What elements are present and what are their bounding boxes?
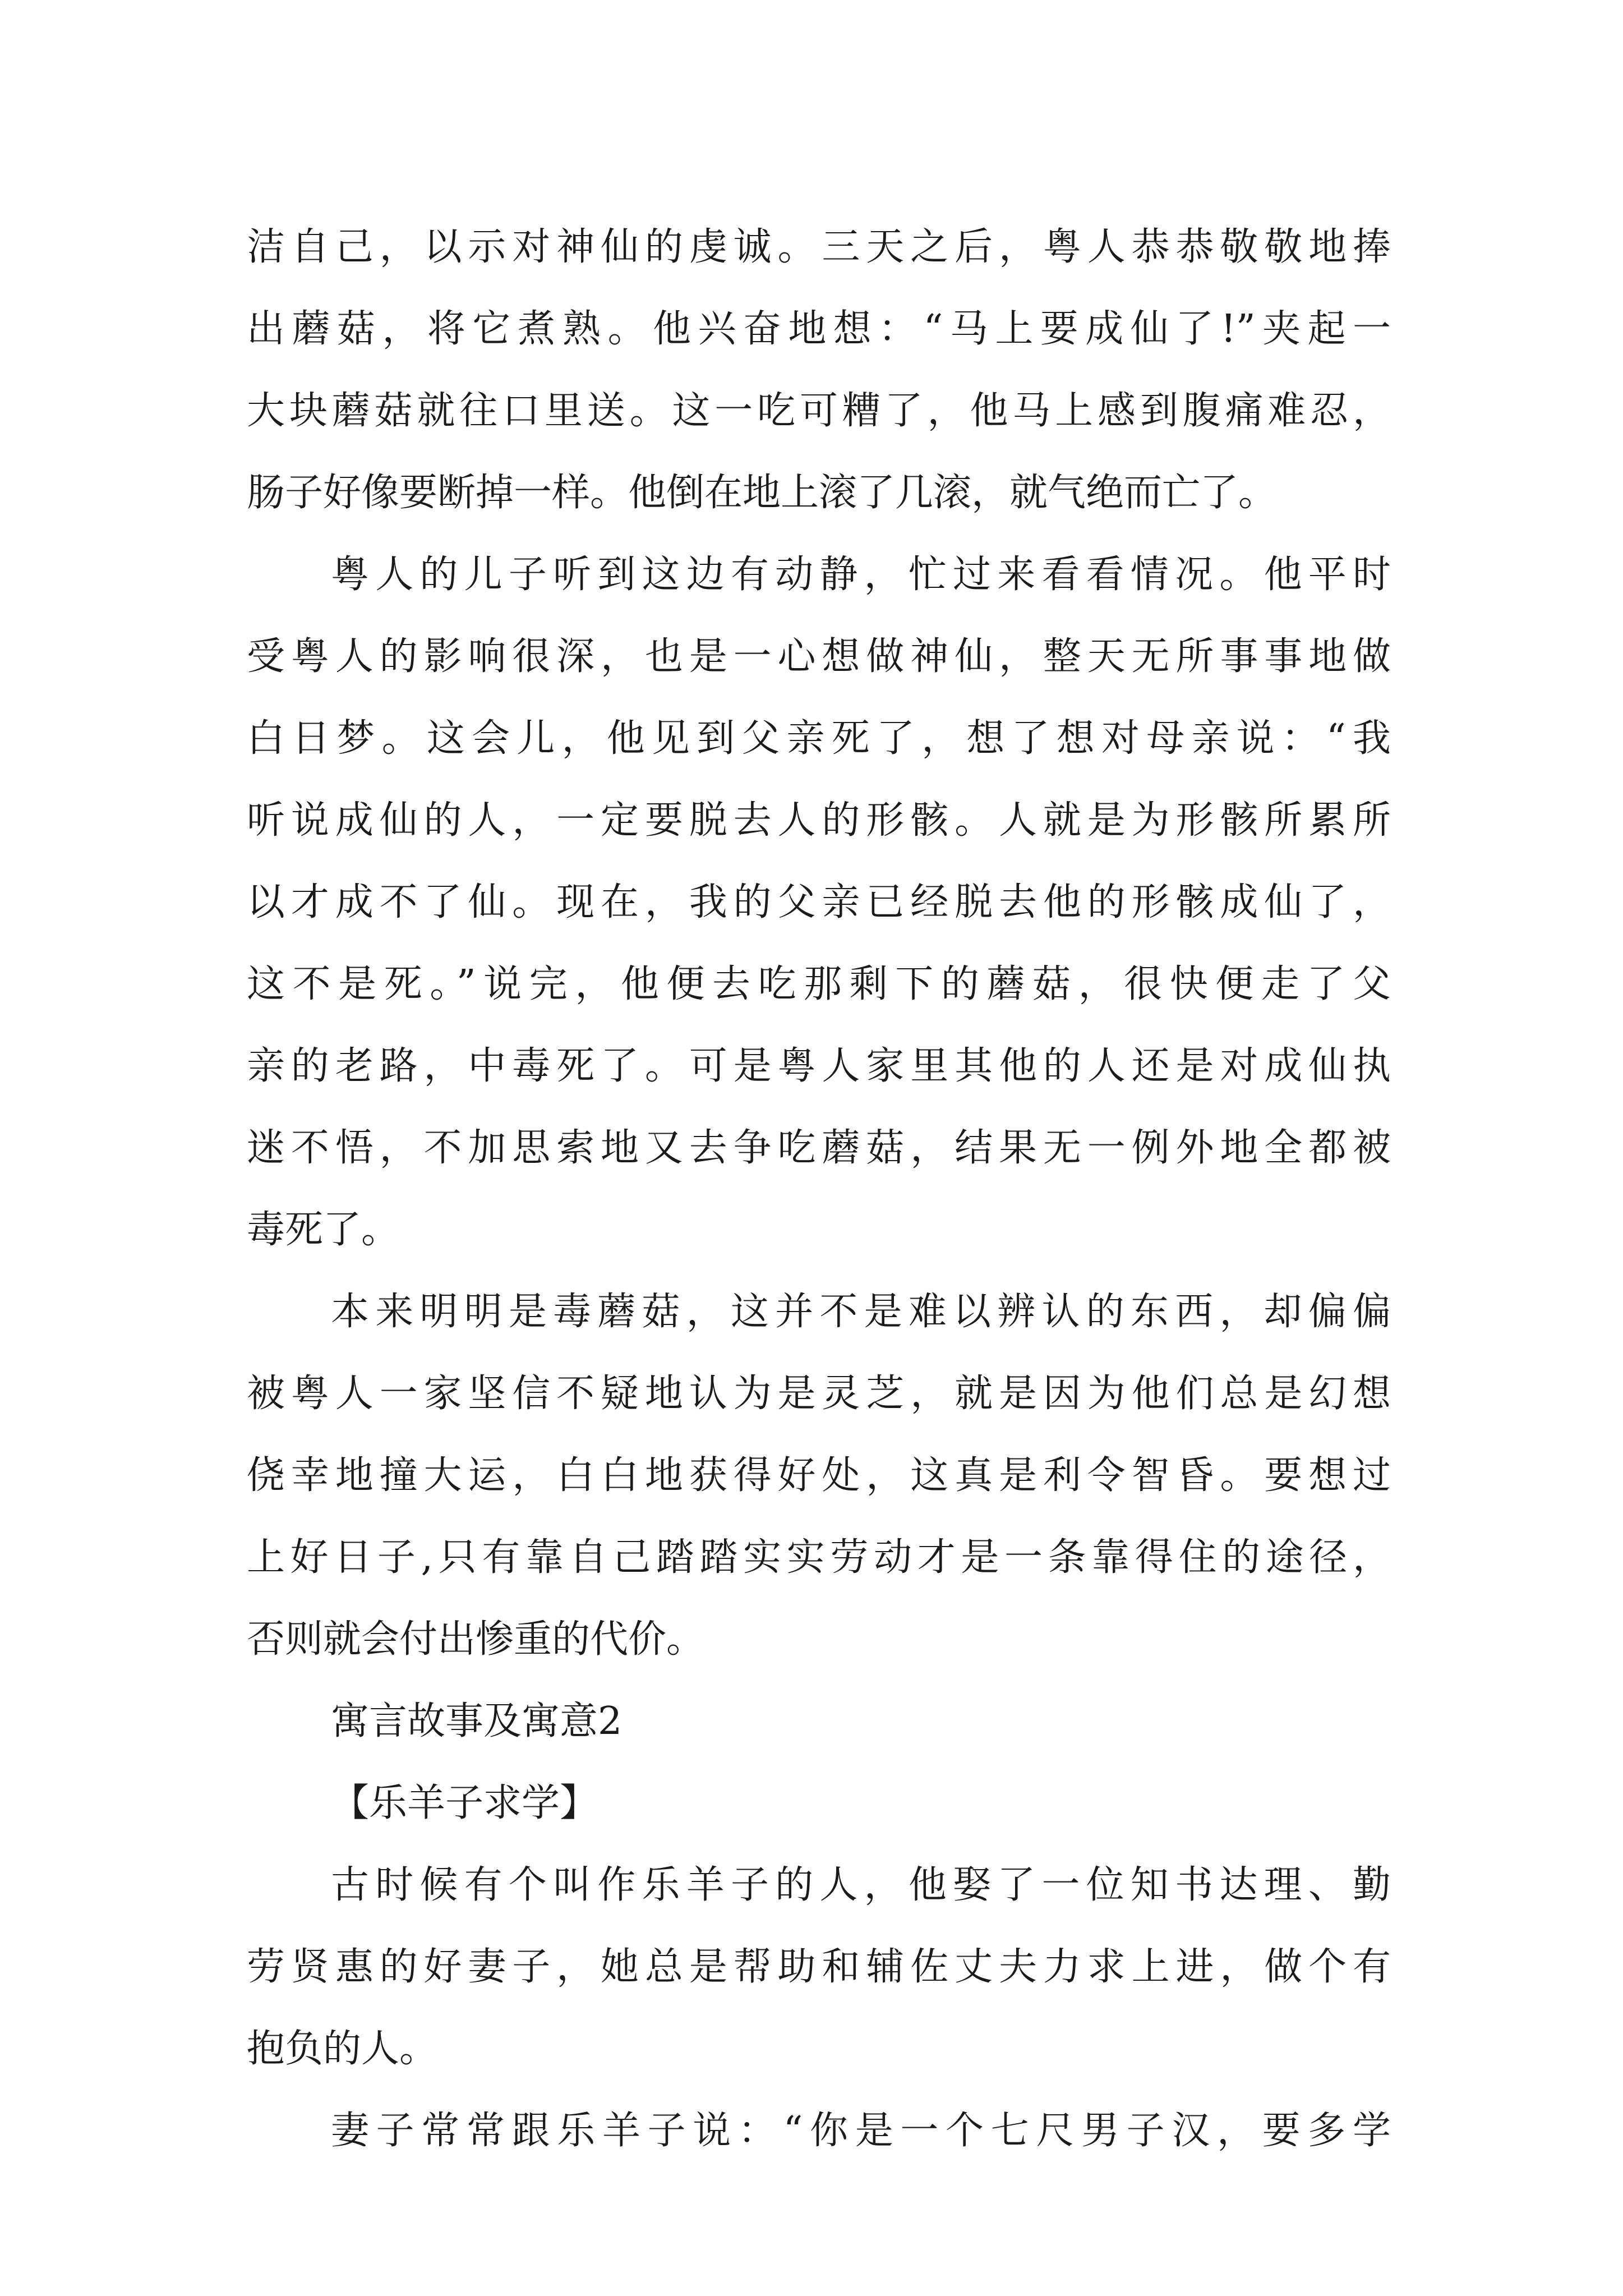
text-line: 肠子好像要断掉一样。他倒在地上滚了几滚，就气绝而亡了。: [247, 471, 1277, 515]
text-line: 被粤人一家坚信不疑地认为是灵芝，就是因为他们总是幻想: [247, 1372, 1391, 1416]
text-line: 大块蘑菇就往口里送。这一吃可糟了，他马上感到腹痛难忍，: [247, 389, 1391, 433]
paragraph: [247, 1844, 1391, 2090]
text-line: 出蘑菇，将它煮熟。他兴奋地想：“马上要成仙了!”夹起一: [247, 307, 1391, 351]
paragraph: [247, 2090, 1391, 2172]
story-title-text: 【乐羊子求学】: [331, 1781, 598, 1825]
text-line: 侥幸地撞大运，白白地获得好处，这真是利令智昏。要想过: [247, 1453, 1391, 1498]
text-line: 本来明明是毒蘑菇，这并不是难以辨认的东西，却偏偏: [331, 1290, 1391, 1334]
story-title: [247, 1763, 1391, 1844]
section-heading: [247, 1681, 1391, 1763]
text-line: 白日梦。这会儿，他见到父亲死了，想了想对母亲说：“我: [247, 716, 1391, 761]
paragraph: [247, 534, 1391, 1271]
text-line: 粤人的儿子听到这边有动静，忙过来看看情况。他平时: [331, 553, 1391, 597]
text-line: 听说成仙的人，一定要脱去人的形骸。人就是为形骸所累所: [247, 798, 1391, 843]
text-line: 迷不悟，不加思索地又去争吃蘑菇，结果无一例外地全都被: [247, 1126, 1391, 1170]
text-line: 古时候有个叫作乐羊子的人，他娶了一位知书达理、勤: [331, 1863, 1391, 1907]
text-line: 妻子常常跟乐羊子说：“你是一个七尺男子汉，要多学: [331, 2109, 1391, 2153]
text-line: 以才成不了仙。现在，我的父亲已经脱去他的形骸成仙了，: [247, 880, 1391, 924]
text-line: 否则就会付出惨重的代价。: [247, 1617, 705, 1662]
section-title: 寓言故事及寓意2: [331, 1699, 623, 1743]
text-line: 这不是死。”说完，他便去吃那剩下的蘑菇，很快便走了父: [247, 962, 1391, 1006]
text-line: 亲的老路，中毒死了。可是粤人家里其他的人还是对成仙执: [247, 1044, 1391, 1088]
text-line: 受粤人的影响很深，也是一心想做神仙，整天无所事事地做: [247, 634, 1391, 679]
paragraph: [247, 1271, 1391, 1681]
text-line: 洁自己，以示对神仙的虔诚。三天之后，粤人恭恭敬敬地捧: [247, 225, 1391, 269]
text-line: 上好日子,只有靠自己踏踏实实劳动才是一条靠得住的途径，: [247, 1535, 1391, 1580]
text-line: 抱负的人。: [247, 2027, 438, 2071]
text-line: 劳贤惠的好妻子，她总是帮助和辅佐丈夫力求上进，做个有: [247, 1945, 1391, 1989]
text-line: 毒死了。: [247, 1208, 400, 1252]
document-body: [247, 206, 1391, 2172]
paragraph: [247, 206, 1391, 534]
